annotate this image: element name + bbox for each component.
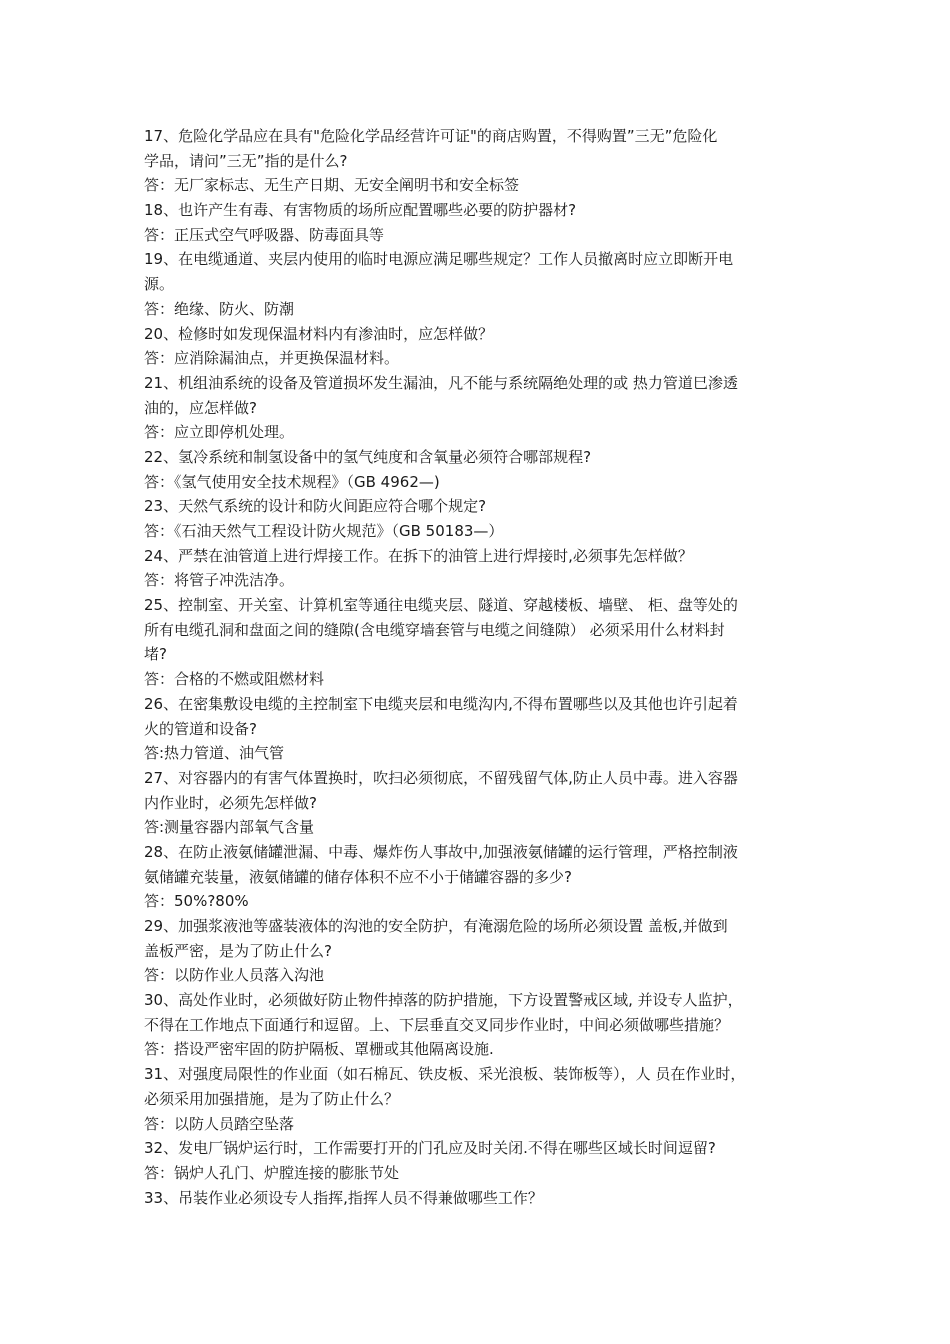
text-line: 所有电缆孔洞和盘面之间的缝隙(含电缆穿墙套管与电缆之间缝隙） 必须采用什么材料封 (144, 620, 725, 639)
text-line: 31、对强度局限性的作业面（如石棉瓦、铁皮板、采光浪板、装饰板等），人 员在作业时， (144, 1065, 746, 1084)
text-line: 18、也许产生有毒、有害物质的场所应配置哪些必要的防护器材? (144, 201, 577, 220)
text-line: 不得在工作地点下面通行和逗留。上、下层垂直交叉同步作业时，中间必须做哪些措施？ (144, 1015, 730, 1034)
text-line: 答:热力管道、油气管 (144, 744, 285, 763)
text-line: 29、加强浆液池等盛装液体的沟池的安全防护，有淹溺危险的场所必须设置 盖板,并做到 (144, 917, 728, 935)
text-line: 火的管道和设备? (144, 719, 257, 738)
text-line: 30、高处作业时，必须做好防止物件掉落的防护措施，下方设置警戒区域, 并设专人监护， (144, 991, 743, 1010)
text-line: 20、检修时如发现保温材料内有渗油时，应怎样做？ (144, 324, 494, 343)
text-line: 盖板严密，是为了防止什么? (144, 941, 332, 960)
text-line: 答：《石油天然气工程设计防火规范》（GB 50183—） (144, 522, 504, 540)
text-line: 21、机组油系统的设备及管道损坏发生漏油，凡不能与系统隔绝处理的或 热力管道巳渗透 (144, 373, 738, 392)
text-line: 答：将管子冲洗洁净。 (144, 571, 295, 590)
text-line: 答：以防作业人员落入沟池 (144, 966, 325, 985)
text-line: 答：50%?80% (144, 892, 249, 911)
text-line: 24、严禁在油管道上进行焊接工作。在拆下的油管上进行焊接时,必须事先怎样做？ (144, 546, 693, 565)
text-line: 答：锅炉人孔门、炉膛连接的膨胀节处 (144, 1163, 400, 1182)
text-line: 答:测量容器内部氧气含量 (144, 818, 315, 837)
text-line: 答：正压式空气呼吸器、防毒面具等 (144, 225, 385, 244)
text-line: 答：无厂家标志、无生产日期、无安全阐明书和安全标签 (144, 176, 520, 195)
text-line: 27、对容器内的有害气体置换时，吹扫必须彻底，不留残留气体,防止人员中毒。进入容器 (144, 768, 738, 787)
text-line: 答：绝缘、防火、防潮 (144, 299, 295, 318)
text-line: 22、氢冷系统和制氢设备中的氢气纯度和含氧量必须符合哪部规程? (144, 447, 592, 466)
text-line: 油的，应怎样做? (144, 398, 257, 417)
text-line: 学品，请问”三无”指的是什么? (144, 151, 348, 170)
text-line: 33、吊装作业必须设专人指挥,指挥人员不得兼做哪些工作？ (144, 1188, 543, 1207)
text-line: 堵? (144, 645, 167, 664)
text-line: 26、在密集敷设电缆的主控制室下电缆夹层和电缆沟内,不得布置哪些以及其他也许引起着 (144, 694, 738, 713)
text-line: 答：搭设严密牢固的防护隔板、罩栅或其他隔离设施. (144, 1040, 494, 1059)
text-line: 必须采用加强措施，是为了防止什么？ (144, 1089, 400, 1108)
text-line: 答：《氢气使用安全技术规程》（GB 4962—) (144, 472, 440, 491)
text-line: 23、天然气系统的设计和防火间距应符合哪个规定? (144, 497, 487, 516)
text-line: 氨储罐充装量，液氨储罐的储存体积不应不小于储罐容器的多少? (144, 867, 572, 886)
text-line: 17、危险化学品应在具有"危险化学品经营许可证"的商店购置，不得购置”三无”危险化 (144, 127, 718, 145)
text-line: 答：以防人员踏空坠落 (144, 1114, 295, 1133)
text-line: 19、在电缆通道、夹层内使用的临时电源应满足哪些规定？工作人员撤离时应立即断开电 (144, 250, 734, 269)
text-line: 32、发电厂锅炉运行时，工作需要打开的门孔应及时关闭.不得在哪些区域长时间逗留? (144, 1139, 716, 1158)
document-body (144, 124, 824, 1210)
text-line: 答：合格的不燃或阻燃材料 (144, 670, 325, 689)
text-line: 源。 (144, 275, 175, 294)
text-line: 内作业时，必须先怎样做? (144, 793, 317, 812)
text-line: 28、在防止液氨储罐泄漏、中毒、爆炸伤人事故中,加强液氨储罐的运行管理，严格控制液 (144, 842, 738, 861)
text-line: 答：应立即停机处理。 (144, 423, 295, 442)
text-line: 25、控制室、开关室、计算机室等通往电缆夹层、隧道、穿越楼板、墙壁、 柜、盘等处的 (144, 596, 738, 615)
text-line: 答：应消除漏油点，并更换保温材料。 (144, 349, 400, 368)
